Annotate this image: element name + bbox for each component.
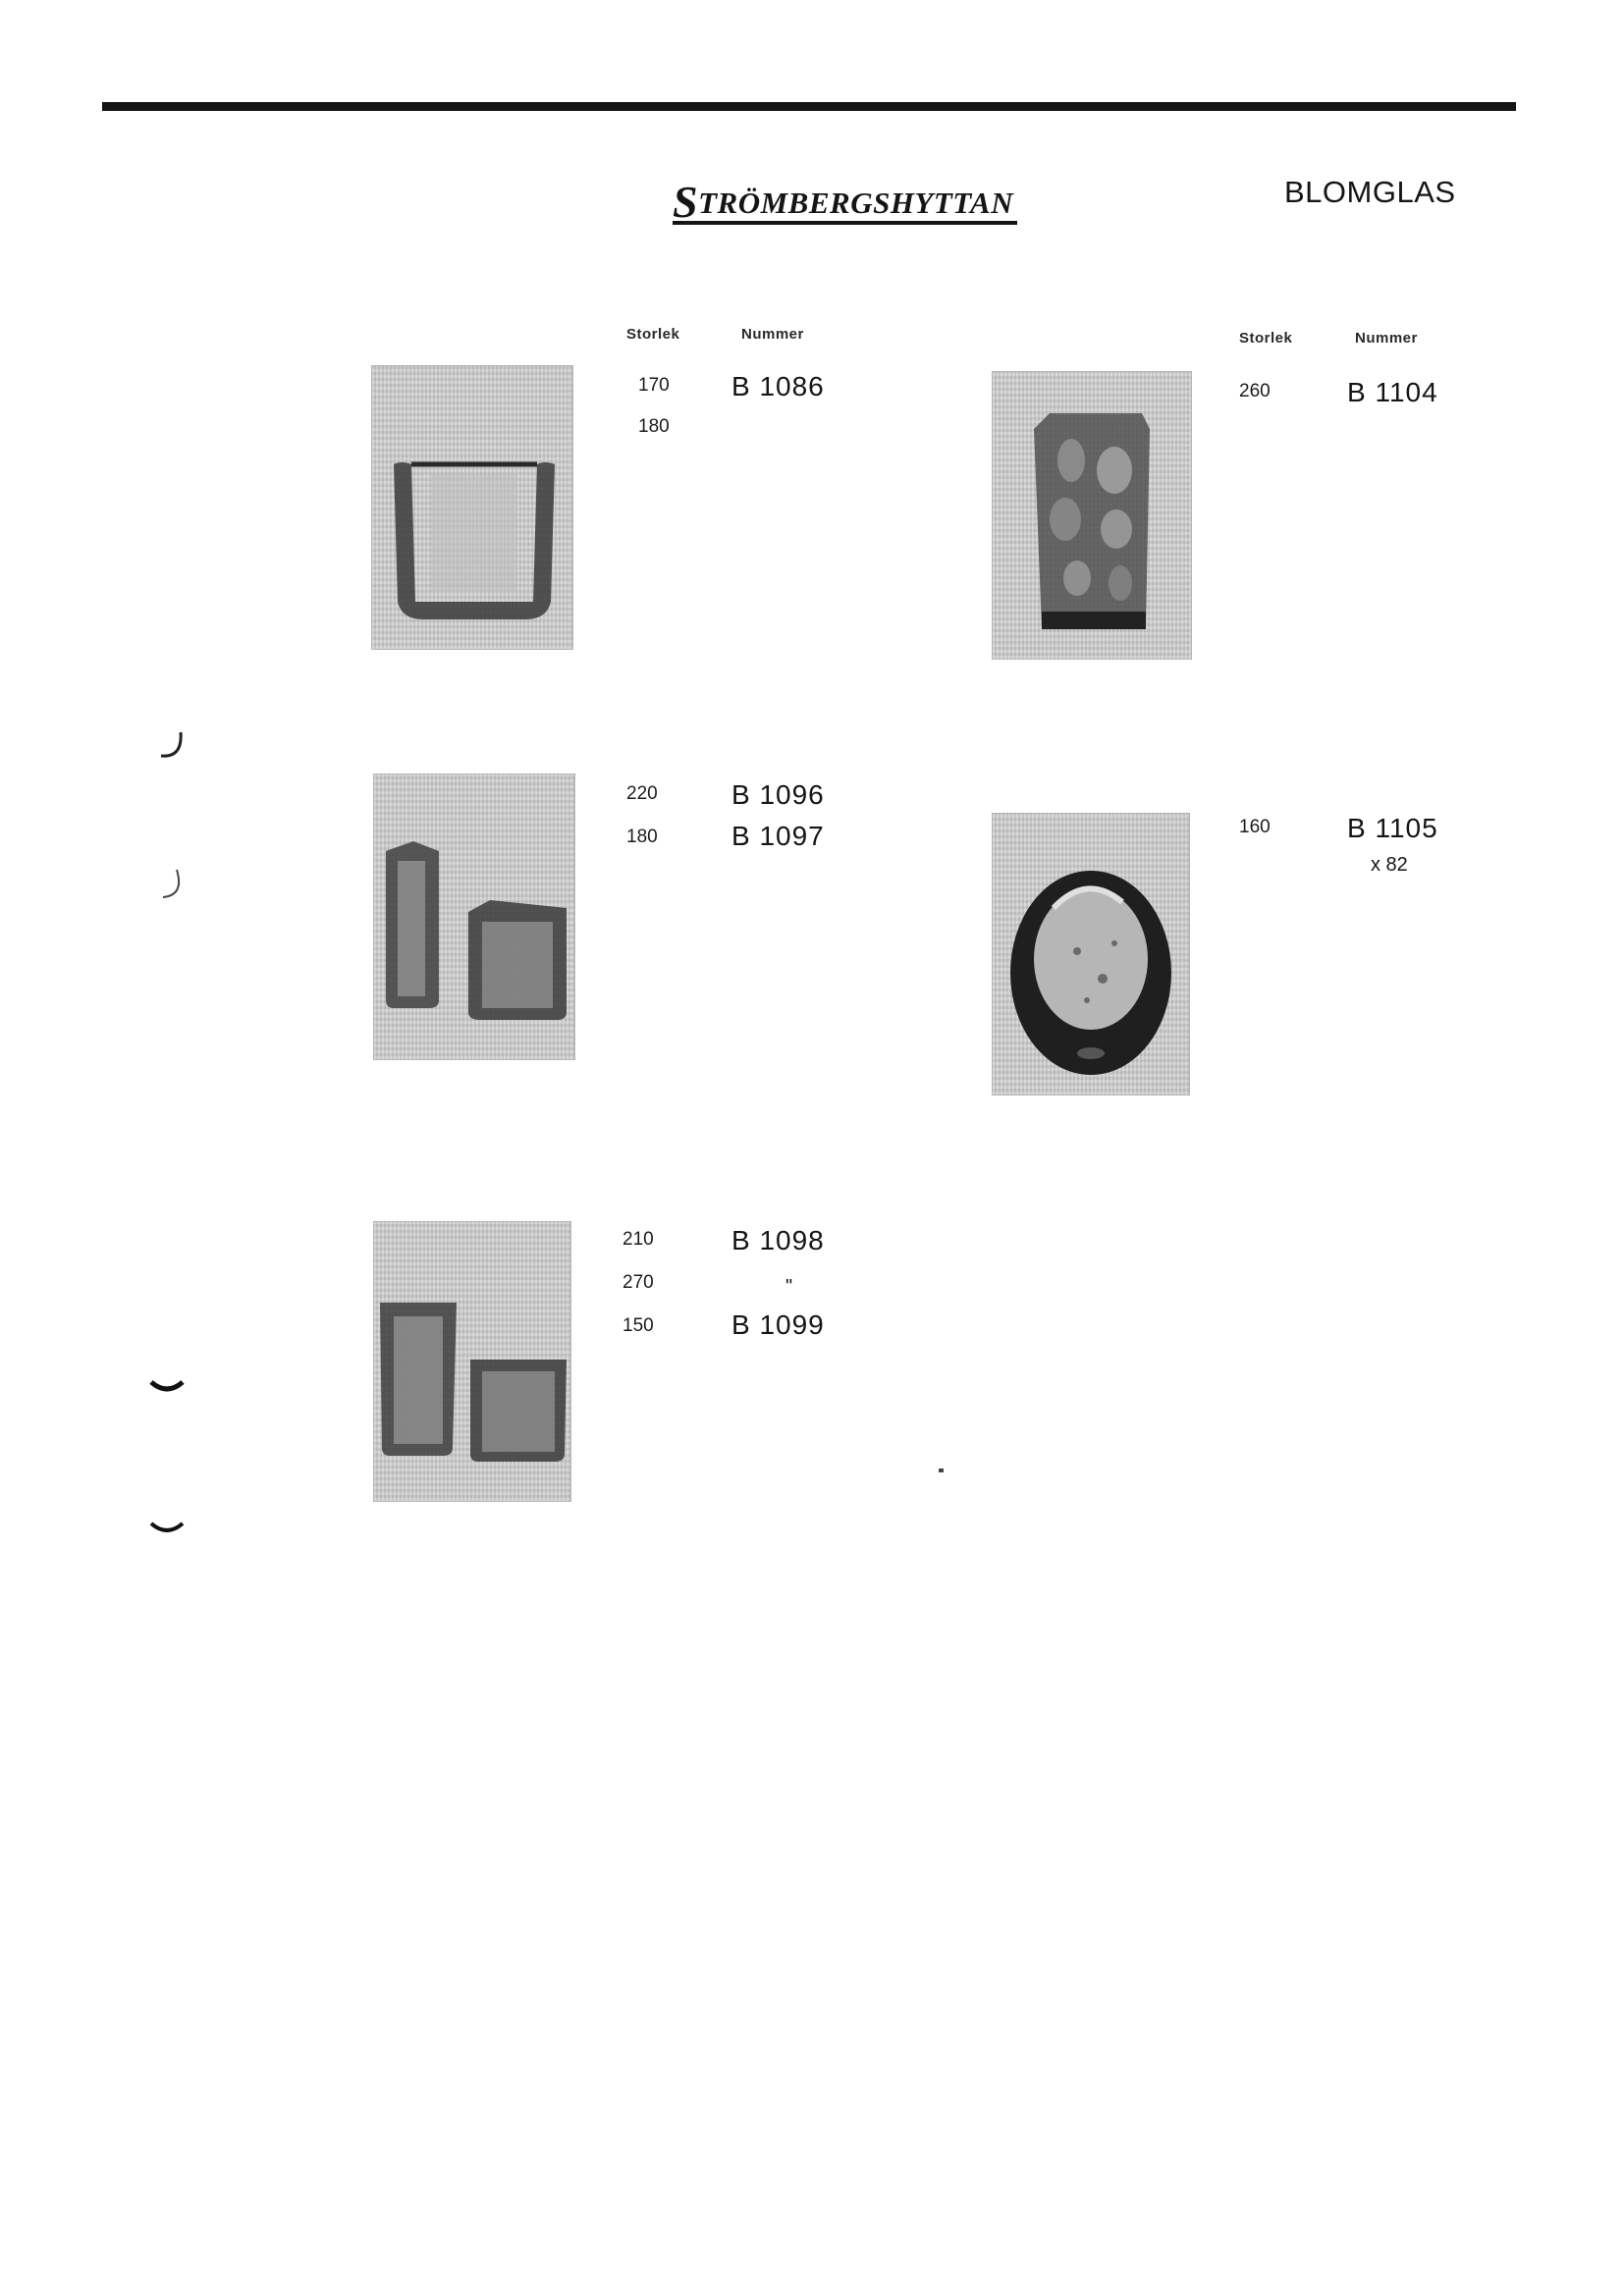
punch-hole-icon — [155, 864, 194, 903]
number-column-header: Nummer — [741, 326, 804, 343]
size-value: 160 — [1239, 817, 1271, 837]
size-column-header: Storlek — [626, 326, 680, 343]
page-title: BLOMGLAS — [1284, 175, 1456, 209]
vase-photo-icon — [373, 774, 575, 1060]
vase-photo-icon — [992, 813, 1190, 1095]
size-value: 180 — [638, 416, 670, 437]
punch-hole-icon — [147, 1508, 187, 1547]
punch-hole-icon — [147, 1364, 187, 1404]
size-value: 170 — [638, 375, 670, 396]
size-value: 180 — [626, 827, 658, 847]
size-value: 260 — [1239, 381, 1271, 401]
size-value: 220 — [626, 783, 658, 804]
scan-speck — [939, 1468, 944, 1472]
ditto-mark: " — [785, 1276, 793, 1298]
vase-photo-icon — [373, 1221, 571, 1502]
size-value: 210 — [623, 1229, 654, 1250]
product-number: B 1098 — [731, 1225, 825, 1255]
product-number: B 1086 — [731, 371, 825, 401]
size-column-header: Storlek — [1239, 330, 1293, 347]
brand-logo: STRÖMBERGSHYTTAN — [673, 185, 1017, 225]
vase-photo-icon — [992, 371, 1192, 660]
product-number: B 1097 — [731, 821, 825, 851]
product-number: B 1105 — [1347, 813, 1438, 843]
punch-hole-icon — [155, 724, 194, 764]
number-column-header: Nummer — [1355, 330, 1418, 347]
product-number: B 1096 — [731, 779, 825, 810]
size-value: 270 — [623, 1272, 654, 1293]
size-value: 150 — [623, 1315, 654, 1336]
product-number: B 1104 — [1347, 377, 1438, 407]
vase-photo-icon — [371, 365, 573, 650]
product-number: B 1099 — [731, 1309, 825, 1340]
product-note: x 82 — [1371, 854, 1408, 876]
top-rule — [102, 102, 1516, 111]
